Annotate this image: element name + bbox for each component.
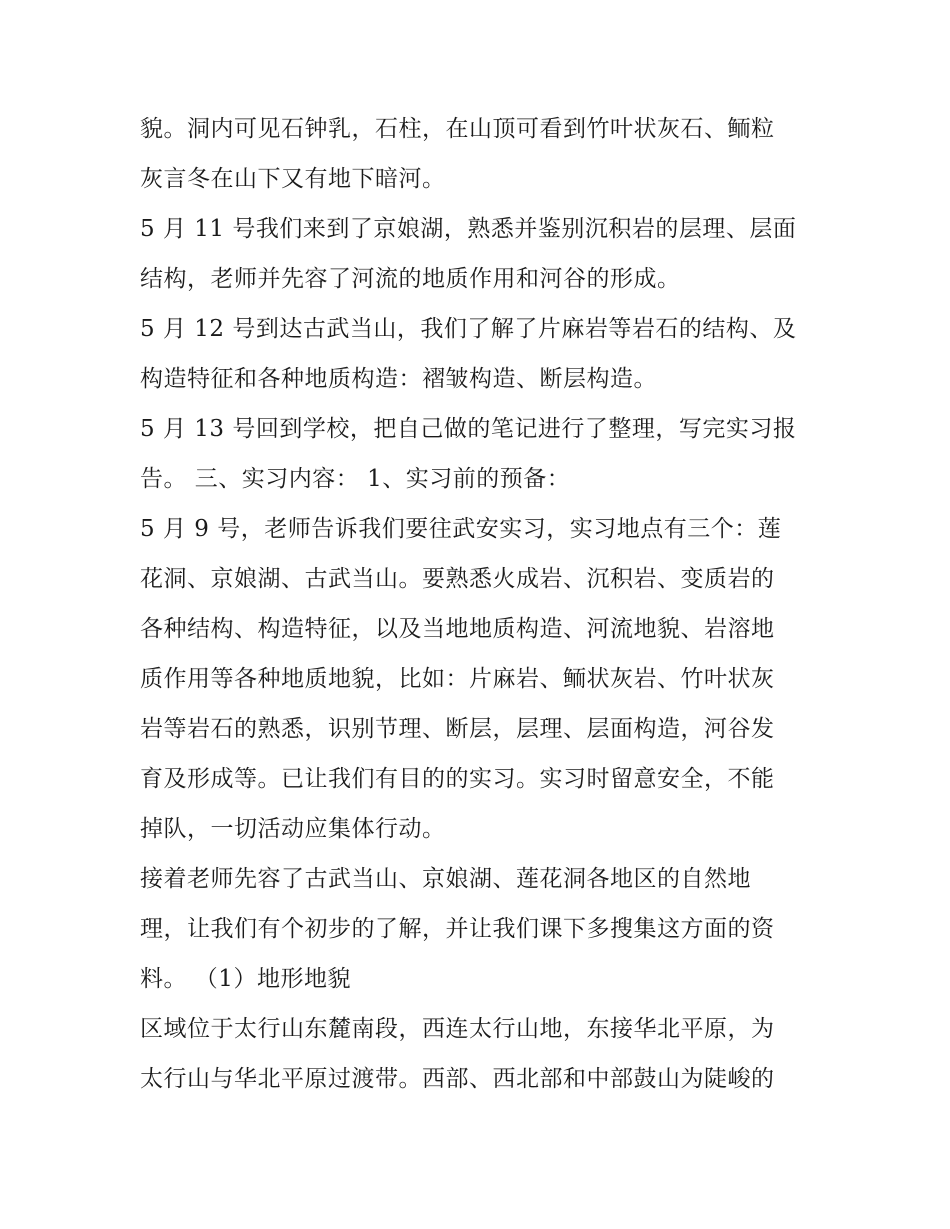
text-line: 5 月 12 号到达古武当山，我们了解了片麻岩等岩石的结构、及 <box>140 316 797 342</box>
text-line: 接着老师先容了古武当山、京娘湖、莲花洞各地区的自然地 <box>140 866 751 892</box>
text-line: 料。 （1）地形地貌 <box>140 966 351 992</box>
text-line: 花洞、京娘湖、古武当山。要熟悉火成岩、沉积岩、变质岩的 <box>140 566 775 592</box>
text-line: 理，让我们有个初步的了解，并让我们课下多搜集这方面的资 <box>140 916 775 942</box>
text-line: 5 月 11 号我们来到了京娘湖，熟悉并鉴别沉积岩的层理、层面 <box>140 216 797 242</box>
text-line: 太行山与华北平原过渡带。西部、西北部和中部鼓山为陡峻的 <box>140 1066 775 1092</box>
document-page <box>140 104 820 1104</box>
text-line: 灰言冬在山下又有地下暗河。 <box>140 166 446 192</box>
text-line: 掉队，一切活动应集体行动。 <box>140 816 446 842</box>
text-line: 告。 三、实习内容： 1、实习前的预备： <box>140 466 571 492</box>
text-line: 区域位于太行山东麓南段，西连太行山地，东接华北平原，为 <box>140 1016 775 1042</box>
text-line: 育及形成等。已让我们有目的的实习。实习时留意安全，不能 <box>140 766 775 792</box>
text-line: 5 月 13 号回到学校，把自己做的笔记进行了整理，写完实习报 <box>140 416 797 442</box>
text-line: 5 月 9 号，老师告诉我们要往武安实习，实习地点有三个：莲 <box>140 516 782 542</box>
text-line: 各种结构、构造特征，以及当地地质构造、河流地貌、岩溶地 <box>140 616 775 642</box>
text-line: 貌。洞内可见石钟乳，石柱，在山顶可看到竹叶状灰石、鲕粒 <box>140 116 775 142</box>
text-line: 结构，老师并先容了河流的地质作用和河谷的形成。 <box>140 266 681 292</box>
text-line: 构造特征和各种地质构造：褶皱构造、断层构造。 <box>140 366 657 392</box>
text-line: 岩等岩石的熟悉，识别节理、断层，层理、层面构造，河谷发 <box>140 716 775 742</box>
text-line: 质作用等各种地质地貌，比如：片麻岩、鲕状灰岩、竹叶状灰 <box>140 666 775 692</box>
